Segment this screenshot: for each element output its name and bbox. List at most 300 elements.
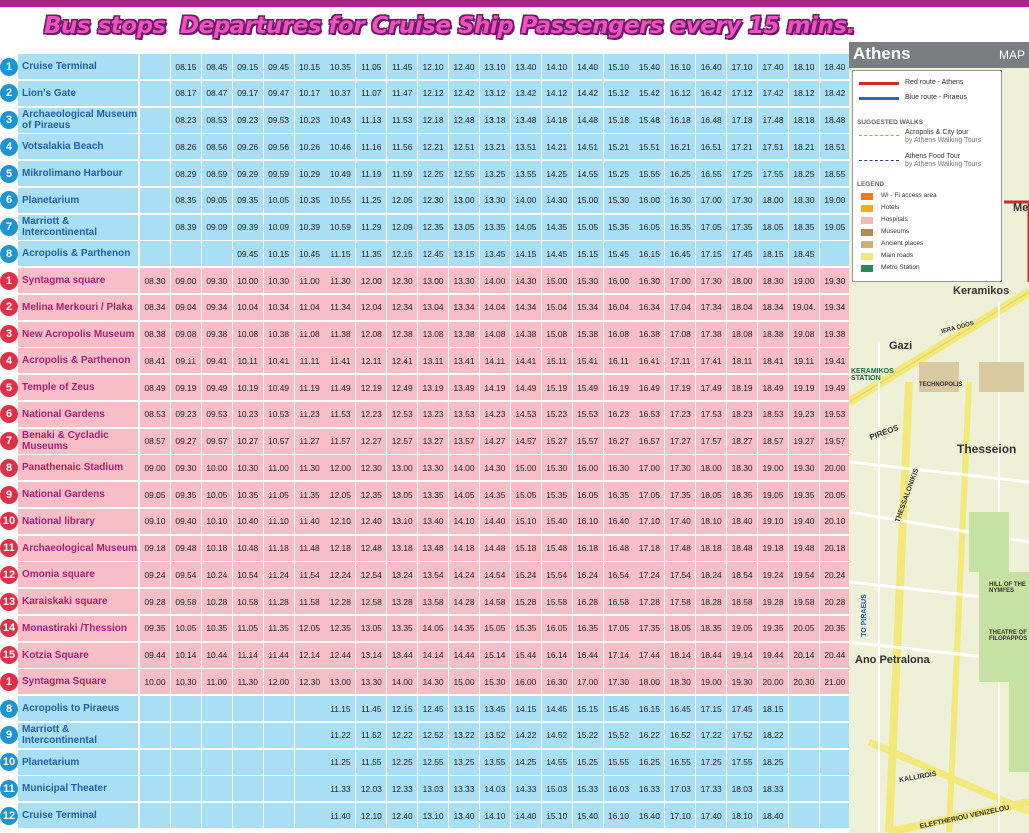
departure-time <box>233 723 263 748</box>
departure-time: 12.05 <box>295 616 325 641</box>
departure-time: 13.14 <box>356 643 386 668</box>
departure-time: 18.40 <box>758 803 788 828</box>
departure-time: 18.15 <box>758 241 788 266</box>
departure-time: 11.53 <box>325 402 355 427</box>
stop-name: Omonia square <box>18 562 138 587</box>
departure-time: 13.15 <box>449 241 479 266</box>
stop-name: Marriott & Intercontinental <box>18 723 138 748</box>
departure-time: 11.34 <box>325 295 355 320</box>
departure-time: 18.04 <box>727 295 757 320</box>
departure-time: 20.00 <box>820 455 850 480</box>
departure-time: 14.28 <box>449 589 479 614</box>
departure-time: 14.05 <box>511 215 541 240</box>
legend-item-label: Ancient places <box>881 240 924 247</box>
departure-time: 13.49 <box>449 375 479 400</box>
departure-time: 17.05 <box>604 616 634 641</box>
legend-item-label: Wi - Fi access area <box>881 192 937 199</box>
departure-time: 11.07 <box>356 81 386 106</box>
departure-time: 13.00 <box>387 455 417 480</box>
departure-time: 17.45 <box>727 241 757 266</box>
departure-time: 10.27 <box>233 429 263 454</box>
departure-time: 11.25 <box>325 750 355 775</box>
departure-time: 14.40 <box>573 54 603 79</box>
departure-time <box>820 241 850 266</box>
departure-time: 13.05 <box>449 215 479 240</box>
table-row <box>0 215 848 240</box>
departure-time: 17.41 <box>696 348 726 373</box>
departure-time: 11.41 <box>325 348 355 373</box>
departure-time: 13.22 <box>449 723 479 748</box>
departure-time: 19.30 <box>727 669 757 694</box>
departure-time: 10.05 <box>264 188 294 213</box>
departure-time: 13.35 <box>480 215 510 240</box>
departure-time: 09.44 <box>140 643 170 668</box>
departure-time: 14.27 <box>480 429 510 454</box>
departure-time: 11.15 <box>325 696 355 721</box>
departure-time: 18.35 <box>727 482 757 507</box>
departure-time: 10.40 <box>233 509 263 534</box>
departure-time: 17.54 <box>665 562 695 587</box>
departure-time: 18.05 <box>696 482 726 507</box>
departure-time: 12.55 <box>418 750 448 775</box>
departure-time: 14.05 <box>418 616 448 641</box>
departure-time <box>140 803 170 828</box>
departure-time: 16.04 <box>604 295 634 320</box>
departure-time: 15.58 <box>542 589 572 614</box>
legend-item-label: Hotels <box>881 204 900 211</box>
departure-time: 18.40 <box>820 54 850 79</box>
departure-time: 11.40 <box>325 803 355 828</box>
stop-name: Panathenaic Stadium <box>18 455 138 480</box>
departure-time: 14.10 <box>449 509 479 534</box>
departure-time: 12.42 <box>449 81 479 106</box>
table-row <box>0 348 848 373</box>
departure-time: 11.23 <box>295 402 325 427</box>
departure-time: 17.57 <box>696 429 726 454</box>
departure-time: 16.19 <box>604 375 634 400</box>
departure-time <box>140 215 170 240</box>
stop-name: Archaeological Museum <box>18 536 138 561</box>
departure-time: 13.33 <box>449 776 479 801</box>
stop-name: Cruise Terminal <box>18 54 138 79</box>
departure-time: 09.49 <box>202 375 232 400</box>
stop-name: National Gardens <box>18 402 138 427</box>
departure-time: 17.14 <box>604 643 634 668</box>
departure-time <box>140 188 170 213</box>
departure-time: 12.35 <box>418 215 448 240</box>
departure-time: 12.10 <box>356 803 386 828</box>
departure-time: 12.25 <box>387 750 417 775</box>
departure-time: 16.53 <box>634 402 664 427</box>
departure-time: 10.39 <box>295 215 325 240</box>
departure-time: 16.05 <box>542 616 572 641</box>
departure-time: 17.11 <box>665 348 695 373</box>
departure-time: 11.15 <box>325 241 355 266</box>
departure-time: 13.54 <box>418 562 448 587</box>
departure-time: 12.10 <box>418 54 448 79</box>
departure-time: 09.39 <box>233 215 263 240</box>
departure-time: 14.40 <box>511 803 541 828</box>
departure-time: 08.45 <box>202 54 232 79</box>
departure-time: 16.05 <box>573 482 603 507</box>
departure-time: 17.18 <box>727 108 757 133</box>
departure-time: 16.40 <box>634 803 664 828</box>
departure-time: 13.04 <box>418 295 448 320</box>
departure-time: 14.00 <box>449 455 479 480</box>
departure-time: 09.26 <box>233 134 263 159</box>
departure-time: 16.15 <box>634 696 664 721</box>
departure-time: 13.10 <box>418 803 448 828</box>
departure-time: 19.05 <box>820 215 850 240</box>
table-row <box>0 536 848 561</box>
departure-time: 09.17 <box>233 81 263 106</box>
departure-time: 14.08 <box>480 322 510 347</box>
departure-time: 17.48 <box>758 108 788 133</box>
departure-time: 19.58 <box>789 589 819 614</box>
departure-time: 09.53 <box>202 402 232 427</box>
departure-time: 20.14 <box>789 643 819 668</box>
departure-time: 16.00 <box>604 268 634 293</box>
departure-time: 10.15 <box>264 241 294 266</box>
departure-time: 18.10 <box>696 509 726 534</box>
departure-time: 10.55 <box>325 188 355 213</box>
departure-time: 14.22 <box>511 723 541 748</box>
departure-time: 17.30 <box>604 669 634 694</box>
departure-time: 11.04 <box>295 295 325 320</box>
departure-time: 16.51 <box>696 134 726 159</box>
departure-time <box>789 803 819 828</box>
departure-time: 12.48 <box>449 108 479 133</box>
departure-time <box>140 723 170 748</box>
stop-number-badge: 1 <box>0 673 18 691</box>
departure-time: 11.35 <box>264 616 294 641</box>
departure-time: 17.30 <box>696 268 726 293</box>
departure-time: 15.03 <box>542 776 572 801</box>
departure-time: 08.23 <box>171 108 201 133</box>
departure-time: 17.27 <box>665 429 695 454</box>
legend-item-label: Main roads <box>881 252 914 259</box>
departure-time: 18.34 <box>758 295 788 320</box>
departure-time: 17.38 <box>696 322 726 347</box>
departure-time: 11.00 <box>264 455 294 480</box>
departure-time: 13.42 <box>511 81 541 106</box>
departure-time: 09.45 <box>233 241 263 266</box>
departure-time: 10.53 <box>264 402 294 427</box>
stop-number-badge: 7 <box>0 432 18 450</box>
departure-time: 11.54 <box>295 562 325 587</box>
departure-time: 13.25 <box>480 161 510 186</box>
stop-number-badge: 12 <box>0 807 18 825</box>
stop-number-badge: 12 <box>0 566 18 584</box>
departure-time: 14.34 <box>511 295 541 320</box>
departure-time: 17.05 <box>696 215 726 240</box>
departure-time <box>820 776 850 801</box>
departure-time: 16.23 <box>604 402 634 427</box>
legend-swatch <box>861 229 873 236</box>
departure-time: 19.35 <box>789 482 819 507</box>
departure-time <box>171 750 201 775</box>
departure-time: 13.57 <box>449 429 479 454</box>
table-row <box>0 108 848 133</box>
departure-time: 19.24 <box>758 562 788 587</box>
departure-time: 14.55 <box>573 161 603 186</box>
departure-time: 13.15 <box>449 696 479 721</box>
departure-time: 17.00 <box>696 188 726 213</box>
departure-time: 08.38 <box>140 322 170 347</box>
departure-time: 15.54 <box>542 562 572 587</box>
departure-time: 15.44 <box>511 643 541 668</box>
legend-item-label: Metro Station <box>881 264 920 271</box>
departure-time: 12.40 <box>356 509 386 534</box>
departure-time: 10.00 <box>140 669 170 694</box>
departure-time: 13.10 <box>387 509 417 534</box>
red-route-line <box>859 82 899 85</box>
departure-time: 13.05 <box>356 616 386 641</box>
departure-time: 12.44 <box>325 643 355 668</box>
departure-time: 15.55 <box>634 161 664 186</box>
departure-time: 09.05 <box>202 188 232 213</box>
departure-time: 11.14 <box>233 643 263 668</box>
departure-time: 19.19 <box>789 375 819 400</box>
departure-time: 18.57 <box>758 429 788 454</box>
departure-time: 11.22 <box>325 723 355 748</box>
departure-time: 18.18 <box>789 108 819 133</box>
table-row <box>0 482 848 507</box>
departure-time: 18.53 <box>758 402 788 427</box>
departure-time: 15.35 <box>511 616 541 641</box>
departure-time: 15.33 <box>573 776 603 801</box>
stop-number-badge: 10 <box>0 753 18 771</box>
departure-time: 11.08 <box>295 322 325 347</box>
departure-time: 18.25 <box>758 750 788 775</box>
departure-time: 12.18 <box>418 108 448 133</box>
departure-time: 20.35 <box>820 616 850 641</box>
table-row <box>0 188 848 213</box>
departure-time: 15.11 <box>542 348 572 373</box>
departure-time: 11.13 <box>356 108 386 133</box>
stop-number-badge: 14 <box>0 619 18 637</box>
departure-time: 08.26 <box>171 134 201 159</box>
table-row <box>0 509 848 534</box>
departure-time: 19.05 <box>758 482 788 507</box>
departure-time: 09.15 <box>233 54 263 79</box>
departure-time: 10.28 <box>202 589 232 614</box>
departure-time: 14.12 <box>542 81 572 106</box>
departure-time: 14.33 <box>511 776 541 801</box>
departure-time: 10.48 <box>233 536 263 561</box>
departure-time: 10.30 <box>171 669 201 694</box>
departure-time: 14.48 <box>480 536 510 561</box>
departure-time: 16.03 <box>604 776 634 801</box>
stop-number-badge: 2 <box>0 298 18 316</box>
departure-time: 09.35 <box>233 188 263 213</box>
stop-number-badge: 10 <box>0 512 18 530</box>
departure-time: 15.53 <box>573 402 603 427</box>
departure-time: 10.17 <box>295 81 325 106</box>
departure-time: 17.04 <box>665 295 695 320</box>
departure-time: 14.03 <box>480 776 510 801</box>
table-row <box>0 268 848 293</box>
departure-time: 08.41 <box>140 348 170 373</box>
stop-name: National library <box>18 509 138 534</box>
departure-time: 18.03 <box>727 776 757 801</box>
stop-number-badge: 11 <box>0 539 18 557</box>
departure-time: 12.23 <box>356 402 386 427</box>
stop-number-badge: 9 <box>0 726 18 744</box>
athens-map[interactable] <box>849 42 1029 833</box>
stop-number-badge: 6 <box>0 405 18 423</box>
departure-time <box>171 696 201 721</box>
departure-time: 16.35 <box>665 215 695 240</box>
departure-time: 18.40 <box>727 509 757 534</box>
stop-number-badge: 11 <box>0 780 18 798</box>
stop-name: Archaeological Museum of Piraeus <box>18 108 138 133</box>
stop-name: Marriott & Intercontinental <box>18 215 138 240</box>
departure-time: 19.00 <box>696 669 726 694</box>
departure-time: 16.24 <box>573 562 603 587</box>
departure-time: 17.25 <box>696 750 726 775</box>
departure-time: 19.00 <box>789 268 819 293</box>
departure-time: 14.15 <box>511 696 541 721</box>
departure-time: 17.45 <box>727 696 757 721</box>
departure-time: 13.05 <box>387 482 417 507</box>
stop-number-badge: 8 <box>0 459 18 477</box>
stop-number-badge: 3 <box>0 111 18 129</box>
departure-time: 11.24 <box>264 562 294 587</box>
departure-time: 19.27 <box>789 429 819 454</box>
departure-time: 13.34 <box>449 295 479 320</box>
departure-time: 15.30 <box>604 188 634 213</box>
departure-time: 15.48 <box>634 108 664 133</box>
departure-time: 08.49 <box>140 375 170 400</box>
departure-time: 18.35 <box>789 215 819 240</box>
departure-time: 10.08 <box>233 322 263 347</box>
departure-time: 10.05 <box>202 482 232 507</box>
stop-name: Karaiskaki square <box>18 589 138 614</box>
departure-time: 11.38 <box>325 322 355 347</box>
departure-time: 11.00 <box>202 669 232 694</box>
departure-time: 17.05 <box>634 482 664 507</box>
bus-stops-title: Bus stops <box>44 13 166 39</box>
departure-time: 11.30 <box>233 669 263 694</box>
departure-time: 18.35 <box>696 616 726 641</box>
departure-time: 16.10 <box>573 509 603 534</box>
departure-time: 14.15 <box>511 241 541 266</box>
departure-time <box>264 750 294 775</box>
departure-time: 14.04 <box>480 295 510 320</box>
departure-time: 18.00 <box>758 188 788 213</box>
departure-time: 12.41 <box>387 348 417 373</box>
departure-time: 14.44 <box>449 643 479 668</box>
departure-time: 10.15 <box>295 54 325 79</box>
departure-time: 14.14 <box>418 643 448 668</box>
departure-time: 18.54 <box>727 562 757 587</box>
departure-time: 11.58 <box>295 589 325 614</box>
map-header <box>849 42 1029 68</box>
departure-time <box>789 750 819 775</box>
departure-time: 10.43 <box>325 108 355 133</box>
stop-name: Planetarium <box>18 188 138 213</box>
departure-time: 14.57 <box>511 429 541 454</box>
departure-time: 12.57 <box>387 429 417 454</box>
departure-time: 14.53 <box>511 402 541 427</box>
departure-time <box>789 776 819 801</box>
departure-time <box>140 750 170 775</box>
departure-time: 09.00 <box>171 268 201 293</box>
departure-time: 12.25 <box>418 161 448 186</box>
departure-time: 18.00 <box>634 669 664 694</box>
departure-time <box>264 776 294 801</box>
departure-time: 09.45 <box>264 54 294 79</box>
departure-time: 10.49 <box>325 161 355 186</box>
departure-time: 17.12 <box>727 81 757 106</box>
departure-time <box>171 723 201 748</box>
departure-time: 14.25 <box>511 750 541 775</box>
departure-time: 10.34 <box>264 295 294 320</box>
place-to-piraeus: TO PIRAEUS <box>860 594 868 637</box>
departure-time: 11.05 <box>264 482 294 507</box>
departure-time: 15.49 <box>573 375 603 400</box>
departure-time: 17.40 <box>665 509 695 534</box>
departure-time: 15.35 <box>604 215 634 240</box>
departure-time: 19.44 <box>758 643 788 668</box>
red-route-label: Red route - Athens <box>905 79 964 86</box>
departure-time: 12.45 <box>418 696 448 721</box>
departure-time: 20.44 <box>820 643 850 668</box>
departure-time <box>171 803 201 828</box>
departure-time: 12.35 <box>356 482 386 507</box>
departure-time: 10.49 <box>264 375 294 400</box>
departure-time: 08.53 <box>140 402 170 427</box>
departure-time: 16.30 <box>604 455 634 480</box>
departure-time: 14.19 <box>480 375 510 400</box>
departure-time: 18.27 <box>727 429 757 454</box>
departure-time: 12.54 <box>356 562 386 587</box>
departure-time: 09.38 <box>202 322 232 347</box>
departure-time: 14.23 <box>480 402 510 427</box>
departure-time: 16.30 <box>542 669 572 694</box>
departure-time: 14.30 <box>418 669 448 694</box>
departure-time: 12.22 <box>387 723 417 748</box>
place-kallirois: KALLIROIS <box>898 770 938 785</box>
place-technopolis: TECHNOPOLIS <box>919 382 963 388</box>
departure-time: 16.33 <box>634 776 664 801</box>
departure-time <box>140 161 170 186</box>
departure-time: 10.35 <box>202 616 232 641</box>
departure-time: 17.10 <box>727 54 757 79</box>
departure-time: 11.29 <box>356 215 386 240</box>
departure-time: 16.10 <box>604 803 634 828</box>
departure-time: 16.25 <box>665 161 695 186</box>
walk1-sub: by Athens Walking Tours <box>905 137 982 144</box>
departure-time: 09.53 <box>264 108 294 133</box>
walk1-line <box>859 135 899 136</box>
departure-time: 16.45 <box>665 241 695 266</box>
table-row <box>0 161 848 186</box>
departure-time: 13.40 <box>511 54 541 79</box>
departure-time: 11.48 <box>295 536 325 561</box>
departure-time: 11.40 <box>295 509 325 534</box>
departure-time: 12.53 <box>387 402 417 427</box>
departure-time: 12.27 <box>356 429 386 454</box>
departure-time: 10.46 <box>325 134 355 159</box>
departure-time: 12.28 <box>325 589 355 614</box>
stop-name: Monastiraki /Thession <box>18 616 138 641</box>
blue-route-line <box>859 97 899 100</box>
departure-time: 19.35 <box>758 616 788 641</box>
departure-time: 17.08 <box>665 322 695 347</box>
stop-name: New Acropolis Museum <box>18 322 138 347</box>
